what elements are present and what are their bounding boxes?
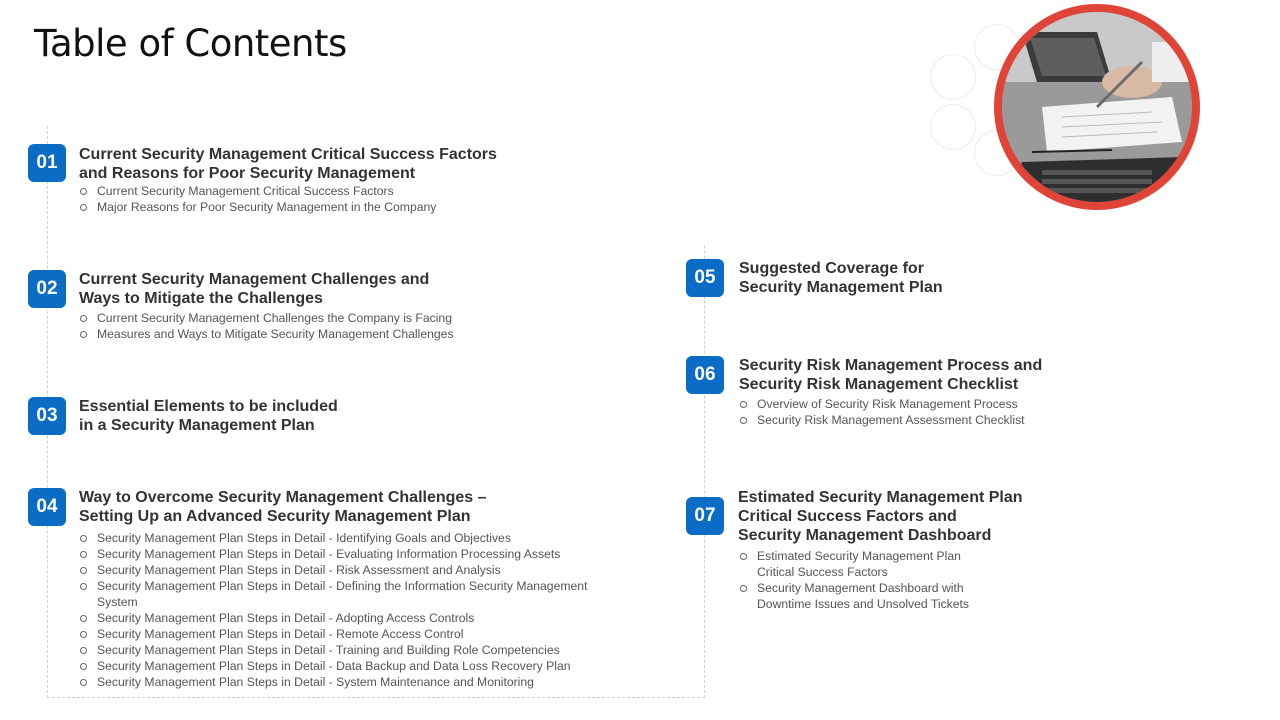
section-heading[interactable] [79,488,487,526]
subitem-list [79,183,436,215]
photo-ring [994,4,1200,210]
heading-line: Security Management Dashboard [738,527,992,544]
section-number-badge[interactable]: 03 [28,397,66,435]
section-heading[interactable] [79,270,429,308]
section-number-badge[interactable]: 04 [28,488,66,526]
section-heading[interactable] [79,397,338,435]
heading-line: Suggested Coverage for [739,260,924,277]
list-item: Overview of Security Risk Management Process [739,396,1025,412]
subitem-list [739,548,969,612]
list-item: Security Risk Management Assessment Checklist [739,412,1025,428]
subitem-list [79,310,454,342]
heading-line: Security Risk Management Process and [739,357,1043,374]
section-heading[interactable] [738,488,1023,545]
section-heading[interactable] [79,145,497,183]
section-number-badge[interactable]: 06 [686,356,724,394]
list-item: Security Management Plan Steps in Detail - Evaluating Information Processing Assets [79,546,587,562]
heading-line: Setting Up an Advanced Security Management Plan [79,508,471,525]
list-item: Security Management Plan Steps in Detail - Identifying Goals and Objectives [79,530,587,546]
list-item: Security Management Plan Steps in Detail - Risk Assessment and Analysis [79,562,587,578]
section-number-badge[interactable]: 07 [686,497,724,535]
heading-line: Essential Elements to be included [79,398,338,415]
list-item-continuation: System [97,595,138,609]
list-item: Current Security Management Critical Success Factors [79,183,436,199]
list-item: Security Management Plan Steps in Detail - System Maintenance and Monitoring [79,674,587,690]
list-item-continuation: Critical Success Factors [757,565,888,579]
list-item-continuation: Downtime Issues and Unsolved Tickets [757,597,970,611]
list-item: Security Management Plan Steps in Detail - Data Backup and Data Loss Recovery Plan [79,658,587,674]
decorative-circle [930,104,976,150]
subitem-list [739,396,1025,428]
list-item: Security Management Dashboard with [739,580,969,596]
heading-line: Ways to Mitigate the Challenges [79,290,323,307]
heading-line: Current Security Management Challenges and [79,271,430,288]
heading-line: Security Management Plan [739,279,943,296]
list-item: Estimated Security Management Plan [739,548,969,564]
list-item: Current Security Management Challenges the Company is Facing [79,310,454,326]
section-number-badge[interactable]: 05 [686,259,724,297]
section-number-badge[interactable]: 02 [28,270,66,308]
section-number-badge[interactable]: 01 [28,144,66,182]
list-item: Security Management Plan Steps in Detail - Defining the Information Security Management [79,578,587,594]
list-item: Measures and Ways to Mitigate Security Management Challenges [79,326,454,342]
list-item: Security Management Plan Steps in Detail - Remote Access Control [79,626,587,642]
list-item: Major Reasons for Poor Security Management in the Company [79,199,436,215]
list-item: Security Management Plan Steps in Detail - Training and Building Role Competencies [79,642,587,658]
section-heading[interactable] [739,259,943,297]
laptop-desk-photo-icon [1002,12,1192,202]
laptop-desk-photo [994,4,1200,210]
photo-image [1002,12,1192,202]
heading-line: Critical Success Factors and [738,508,957,525]
section-heading[interactable] [739,356,1042,394]
heading-line: and Reasons for Poor Security Management [79,165,416,182]
list-item: Security Management Plan Steps in Detail - Adopting Access Controls [79,610,587,626]
page-title: Table of Contents [34,22,347,65]
heading-line: in a Security Management Plan [79,417,315,434]
heading-line: Security Risk Management Checklist [739,376,1019,393]
heading-line: Current Security Management Critical Success Factors [79,146,497,163]
heading-line: Estimated Security Management Plan [738,489,1023,506]
subitem-list [79,530,587,690]
decorative-circle [930,54,976,100]
heading-line: Way to Overcome Security Management Challenges – [79,489,487,506]
